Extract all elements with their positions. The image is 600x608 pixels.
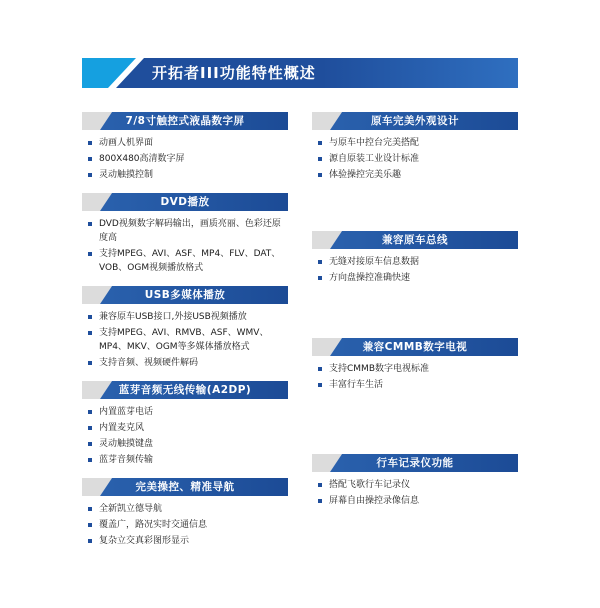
section-cmmb-tv — [312, 338, 518, 392]
section-heading: DVD播放 — [160, 196, 210, 208]
list-item — [88, 326, 288, 354]
list-item-label: 内置蓝芽电话 — [99, 407, 154, 417]
section-navigation — [82, 478, 288, 548]
list-item — [88, 310, 288, 324]
list-item-label: 支持音频、视频硬件解码 — [99, 358, 199, 368]
section-body — [312, 249, 518, 285]
section-heading: 7/8寸触控式液晶数字屏 — [125, 115, 245, 127]
section-dvd — [82, 193, 288, 275]
list-item-label: 800X480高清数字屏 — [99, 154, 185, 164]
section-exterior-design — [312, 112, 518, 182]
list-item — [318, 152, 518, 166]
bullet-icon — [88, 539, 92, 543]
list-item — [318, 136, 518, 150]
bullet-icon — [318, 483, 322, 487]
bullet-icon — [318, 260, 322, 264]
left-column — [82, 112, 288, 559]
section-header — [82, 478, 288, 496]
bullet-icon — [88, 173, 92, 177]
section-header — [82, 193, 288, 211]
list-item-label: 源自原装工业设计标准 — [329, 154, 420, 164]
list-item — [88, 405, 288, 419]
list-item-label: 灵动触摸键盘 — [99, 439, 154, 449]
bullet-icon — [88, 442, 92, 446]
section-body — [82, 304, 288, 370]
section-display — [82, 112, 288, 182]
section-header — [82, 286, 288, 304]
page-title: 开拓者III功能特性概述 — [152, 64, 316, 82]
list-item-label: 覆盖广，路况实时交通信息 — [99, 520, 208, 530]
section-body — [82, 399, 288, 467]
section-usb — [82, 286, 288, 370]
bullet-icon — [318, 141, 322, 145]
section-heading: 行车记录仪功能 — [376, 457, 454, 469]
section-header — [82, 381, 288, 399]
bullet-icon — [318, 157, 322, 161]
list-item-label: 复杂立交真彩图形显示 — [99, 536, 190, 546]
list-item — [88, 152, 288, 166]
list-item-label: 与原车中控台完美搭配 — [329, 138, 420, 148]
bullet-icon — [88, 222, 92, 226]
section-body — [82, 496, 288, 548]
bullet-icon — [88, 331, 92, 335]
list-item-label: 支持CMMB数字电视标准 — [329, 364, 429, 374]
section-header — [312, 338, 518, 356]
list-item-label: 方向盘操控准确快速 — [329, 273, 411, 283]
list-item — [318, 271, 518, 285]
list-item — [318, 255, 518, 269]
list-item — [318, 378, 518, 392]
section-canbus — [312, 231, 518, 285]
section-heading: 完美操控、精准导航 — [135, 481, 235, 493]
list-item — [318, 494, 518, 508]
list-item — [88, 502, 288, 516]
list-item-label: 蓝芽音频传输 — [99, 455, 154, 465]
list-item — [88, 534, 288, 548]
section-heading: 蓝芽音频无线传输(A2DP) — [118, 384, 252, 396]
list-item — [318, 478, 518, 492]
list-item-label: 体验操控完美乐趣 — [329, 170, 402, 180]
right-column — [312, 112, 518, 519]
list-item-label: 兼容原车USB接口,外接USB视频播放 — [99, 312, 247, 322]
bullet-icon — [88, 361, 92, 365]
bullet-icon — [88, 458, 92, 462]
bullet-icon — [88, 315, 92, 319]
section-bluetooth — [82, 381, 288, 467]
bullet-icon — [88, 507, 92, 511]
section-body — [312, 472, 518, 508]
bullet-icon — [318, 276, 322, 280]
list-item-label: 动画人机界面 — [99, 138, 154, 148]
list-item-label: 无缝对接原车信息数据 — [329, 257, 420, 267]
bullet-icon — [318, 383, 322, 387]
list-item — [318, 362, 518, 376]
list-item-label: 支持MPEG、AVI、RMVB、ASF、WMV、MP4、MKV、OGM等多媒体播放格式 — [99, 328, 269, 352]
list-item-label: 支持MPEG、AVI、ASF、MP4、FLV、DAT、VOB、OGM视频播放格式 — [99, 249, 281, 273]
section-header — [312, 231, 518, 249]
bullet-icon — [88, 157, 92, 161]
bullet-icon — [318, 173, 322, 177]
section-body — [82, 211, 288, 275]
section-header — [312, 112, 518, 130]
list-item-label: 内置麦克风 — [99, 423, 145, 433]
bullet-icon — [88, 523, 92, 527]
section-dashcam — [312, 454, 518, 508]
list-item — [88, 136, 288, 150]
bullet-icon — [88, 141, 92, 145]
list-item-label: 屏幕自由操控录像信息 — [329, 496, 420, 506]
list-item — [88, 247, 288, 275]
list-item — [88, 356, 288, 370]
bullet-icon — [318, 367, 322, 371]
list-item — [88, 437, 288, 451]
section-header — [82, 112, 288, 130]
list-item — [88, 217, 288, 245]
list-item — [88, 421, 288, 435]
section-body — [312, 130, 518, 182]
bullet-icon — [88, 426, 92, 430]
list-item-label: 全新凯立德导航 — [99, 504, 163, 514]
section-header — [312, 454, 518, 472]
list-item — [318, 168, 518, 182]
list-item-label: 丰富行车生活 — [329, 380, 384, 390]
page-title-banner — [82, 58, 518, 88]
bullet-icon — [318, 499, 322, 503]
section-heading: 原车完美外观设计 — [371, 115, 459, 127]
list-item — [88, 518, 288, 532]
list-item-label: DVD视频数字解码输出，画质亮丽、色彩还原度高 — [99, 219, 281, 243]
section-heading: 兼容原车总线 — [382, 234, 448, 246]
list-item-label: 灵动触摸控制 — [99, 170, 154, 180]
list-item-label: 搭配飞歌行车记录仪 — [329, 480, 411, 490]
bullet-icon — [88, 410, 92, 414]
section-heading: USB多媒体播放 — [144, 289, 226, 301]
section-body — [82, 130, 288, 182]
list-item — [88, 453, 288, 467]
list-item — [88, 168, 288, 182]
section-body — [312, 356, 518, 392]
bullet-icon — [88, 252, 92, 256]
section-heading: 兼容CMMB数字电视 — [362, 341, 468, 353]
